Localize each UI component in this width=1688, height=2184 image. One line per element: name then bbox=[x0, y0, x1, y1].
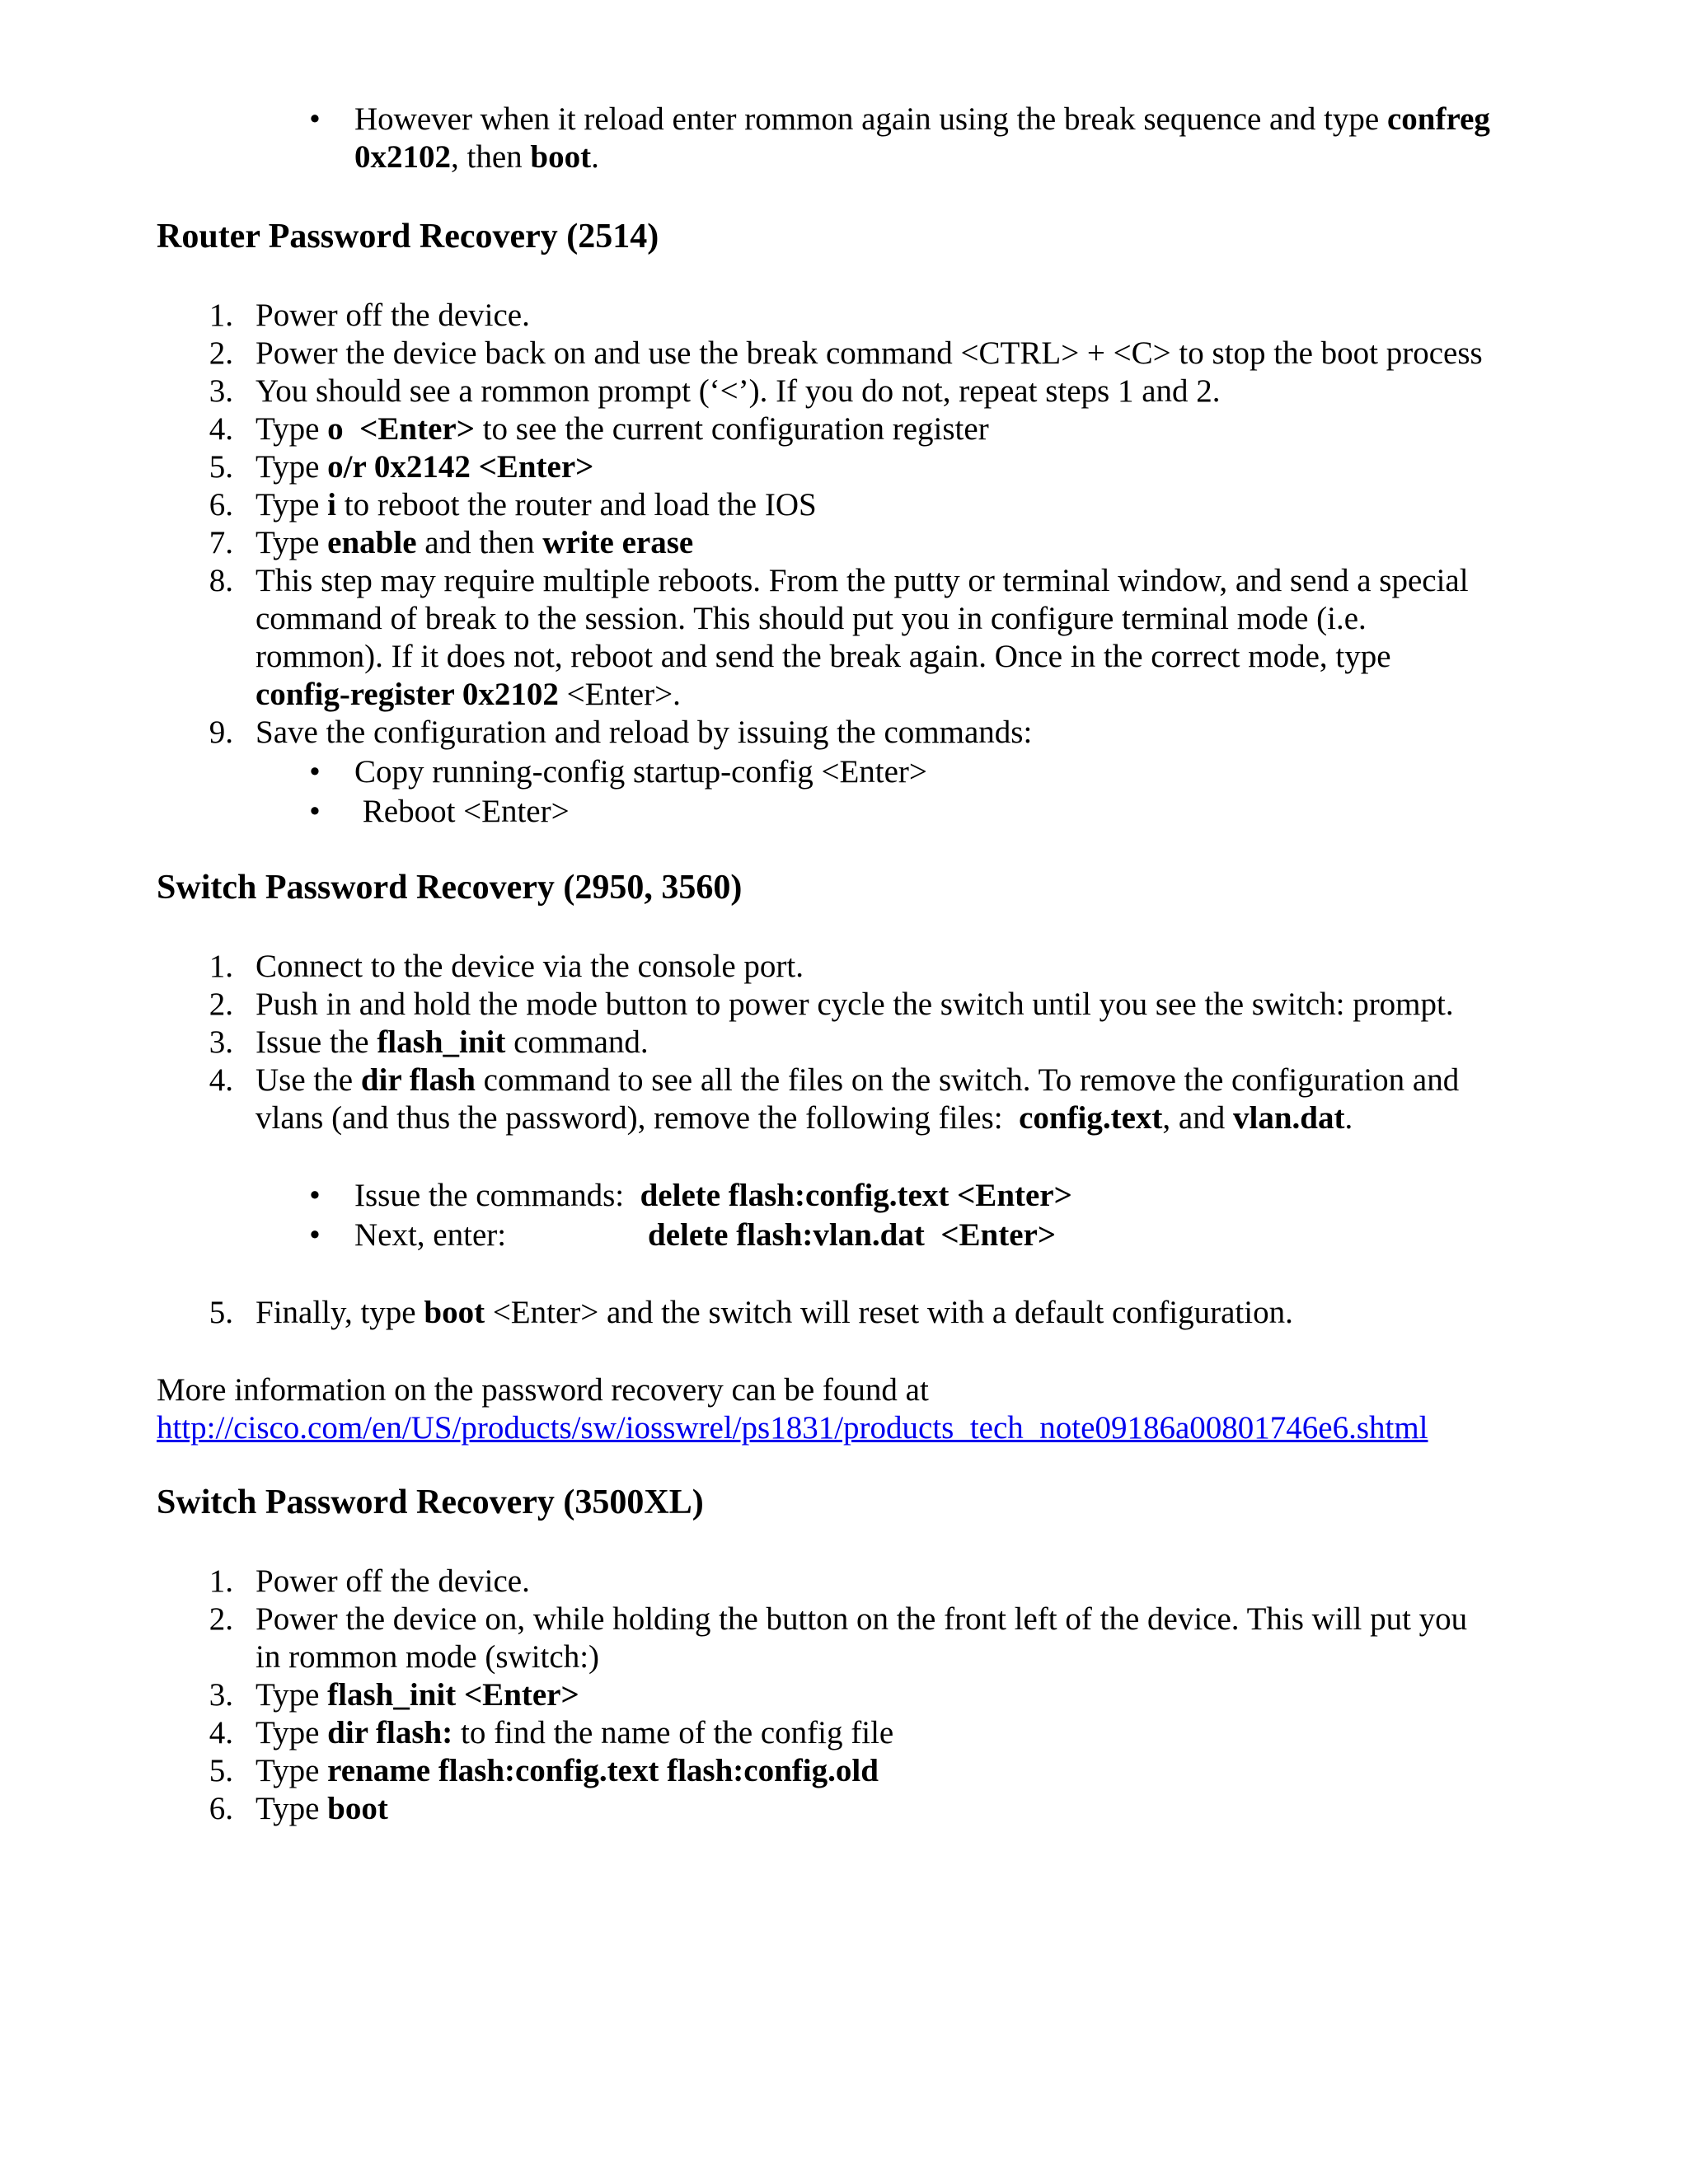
router-step-3: You should see a rommon prompt (‘<’). If you do not, repeat steps 1 and 2. bbox=[256, 373, 1221, 409]
switch-3500-step-3: Type flash_init <Enter> bbox=[256, 1677, 579, 1713]
router-step-9-sub-2: Reboot <Enter> bbox=[354, 794, 570, 829]
bullet-icon: • bbox=[309, 794, 321, 829]
switch-2950-step-4-line-2: vlans (and thus the password), remove the following files: config.text, and vlan.dat. bbox=[256, 1100, 1353, 1136]
bullet-icon: • bbox=[309, 1217, 321, 1253]
switch-2950-section-heading: Switch Password Recovery (2950, 3560) bbox=[157, 869, 743, 907]
router-step-7: Type enable and then write erase bbox=[256, 525, 694, 560]
switch-3500-step-4: Type dir flash: to find the name of the config file bbox=[256, 1715, 894, 1750]
router-step-8-line-3: rommon). If it does not, reboot and send the break again. Once in the correct mode, type bbox=[256, 639, 1391, 674]
switch-2950-sub-2-label: Next, enter: bbox=[354, 1217, 507, 1253]
switch-2950-sub-2-command: delete flash:vlan.dat <Enter> bbox=[648, 1217, 1057, 1253]
document-page: • However when it reload enter rommon again using the break sequence and type confreg 0x2102, then boot. Router Password Recovery (2514) 1. Power off the device. 2. Power the device back on and use the break command <CTRL> + <C> to stop the boot process 3. You should see a rommon prompt (‘<’). If you do not, repeat steps 1 and 2. 4. Type o <Enter> to see the current configuration register 5. Type o/r 0x2142 <Enter> 6. Type i to reboot the router and load the IOS 7. Type enable and then write erase 8. This step may require multiple reboots. From the putty or terminal window, and send a special command of break to the session. This should put you in configure terminal mode (i.e. rommon). If it does not, reboot and send the break again. Once in the correct mode, type config-register 0x2102 <Enter>. 9. Save the configuration and reload by issuing the commands: • Copy running-config startup-config <Enter> • Reboot <Enter> Switch Password Recovery (2950, 3560) 1. Connect to the device via the console port. 2. Push in and hold the mode button to power cycle the switch until you see the switch: prompt. 3. Issue the flash_init command. 4. Use the dir flash command to see all the files on the switch. To remove the configuration and vlans (and thus the password), remove the following files: config.text, and vlan.dat. • Issue the commands: delete flash:config.text <Enter> • Next, enter: delete flash:vlan.dat <Enter> 5. Finally, type boot <Enter> and the switch will reset with a default configuration. More information on the password recovery can be found at http://cisco.com/en/US/products/sw/iosswrel/ps1831/products_tech_note09186a00801746e6.shtml Switch Password Recovery (3500XL) 1. Power off the device. 2. Power the device on, while holding the button on the front left of the device. This will put you in rommon mode (switch:) 3. Type flash_init <Enter> 4. Type dir flash: to find the name of the config file 5. Type rename flash:config.text flash:config.old 6. Type boot bbox=[157, 101, 1490, 1826]
bullet-icon: • bbox=[309, 1178, 321, 1213]
switch-2950-step-4-line-1: Use the dir flash command to see all the files on the switch. To remove the configuration and bbox=[256, 1062, 1460, 1098]
router-step-1: Power off the device. bbox=[256, 298, 530, 333]
switch-3500-step-1: Power off the device. bbox=[256, 1563, 530, 1599]
switch-3500-step-6: Type boot bbox=[256, 1791, 388, 1826]
router-step-8-line-1: This step may require multiple reboots. From the putty or terminal window, and send a special bbox=[256, 563, 1469, 598]
switch-2950-step-2: Push in and hold the mode button to power cycle the switch until you see the switch: prompt. bbox=[256, 987, 1454, 1022]
intro-line-1: However when it reload enter rommon again using the break sequence and type confreg bbox=[354, 101, 1490, 137]
switch-3500-step-2-line-1: Power the device on, while holding the button on the front left of the device. This will put you bbox=[256, 1601, 1468, 1637]
router-step-2: Power the device back on and use the break command <CTRL> + <C> to stop the boot process bbox=[256, 335, 1483, 371]
router-step-8-line-4: config-register 0x2102 <Enter>. bbox=[256, 677, 681, 712]
router-step-4: Type o <Enter> to see the current configuration register bbox=[256, 411, 989, 447]
router-step-8-line-2: command of break to the session. This should put you in configure terminal mode (i.e. bbox=[256, 601, 1367, 636]
switch-3500-section-heading: Switch Password Recovery (3500XL) bbox=[157, 1483, 704, 1521]
switch-2950-step-1: Connect to the device via the console port. bbox=[256, 949, 804, 984]
more-info-text: More information on the password recovery can be found at bbox=[157, 1372, 929, 1408]
switch-2950-step-5: Finally, type boot <Enter> and the switch will reset with a default configuration. bbox=[256, 1295, 1293, 1330]
switch-2950-step-3: Issue the flash_init command. bbox=[256, 1024, 649, 1060]
bullet-icon: • bbox=[309, 101, 321, 137]
router-step-9-sub-1: Copy running-config startup-config <Enter> bbox=[354, 754, 927, 790]
router-section-heading: Router Password Recovery (2514) bbox=[157, 218, 659, 255]
router-step-5: Type o/r 0x2142 <Enter> bbox=[256, 449, 594, 485]
bullet-icon: • bbox=[309, 754, 321, 790]
cisco-tech-note-link[interactable]: http://cisco.com/en/US/products/sw/iosswrel/ps1831/products_tech_note09186a00801746e6.shtml bbox=[157, 1410, 1428, 1446]
router-step-6: Type i to reboot the router and load the IOS bbox=[256, 487, 817, 523]
switch-2950-sub-1: Issue the commands: delete flash:config.text <Enter> bbox=[354, 1178, 1072, 1213]
router-step-9: Save the configuration and reload by issuing the commands: bbox=[256, 715, 1033, 750]
intro-line-2: 0x2102, then boot. bbox=[354, 139, 599, 175]
switch-3500-step-2-line-2: in rommon mode (switch:) bbox=[256, 1639, 600, 1675]
switch-3500-step-5: Type rename flash:config.text flash:config.old bbox=[256, 1753, 879, 1788]
